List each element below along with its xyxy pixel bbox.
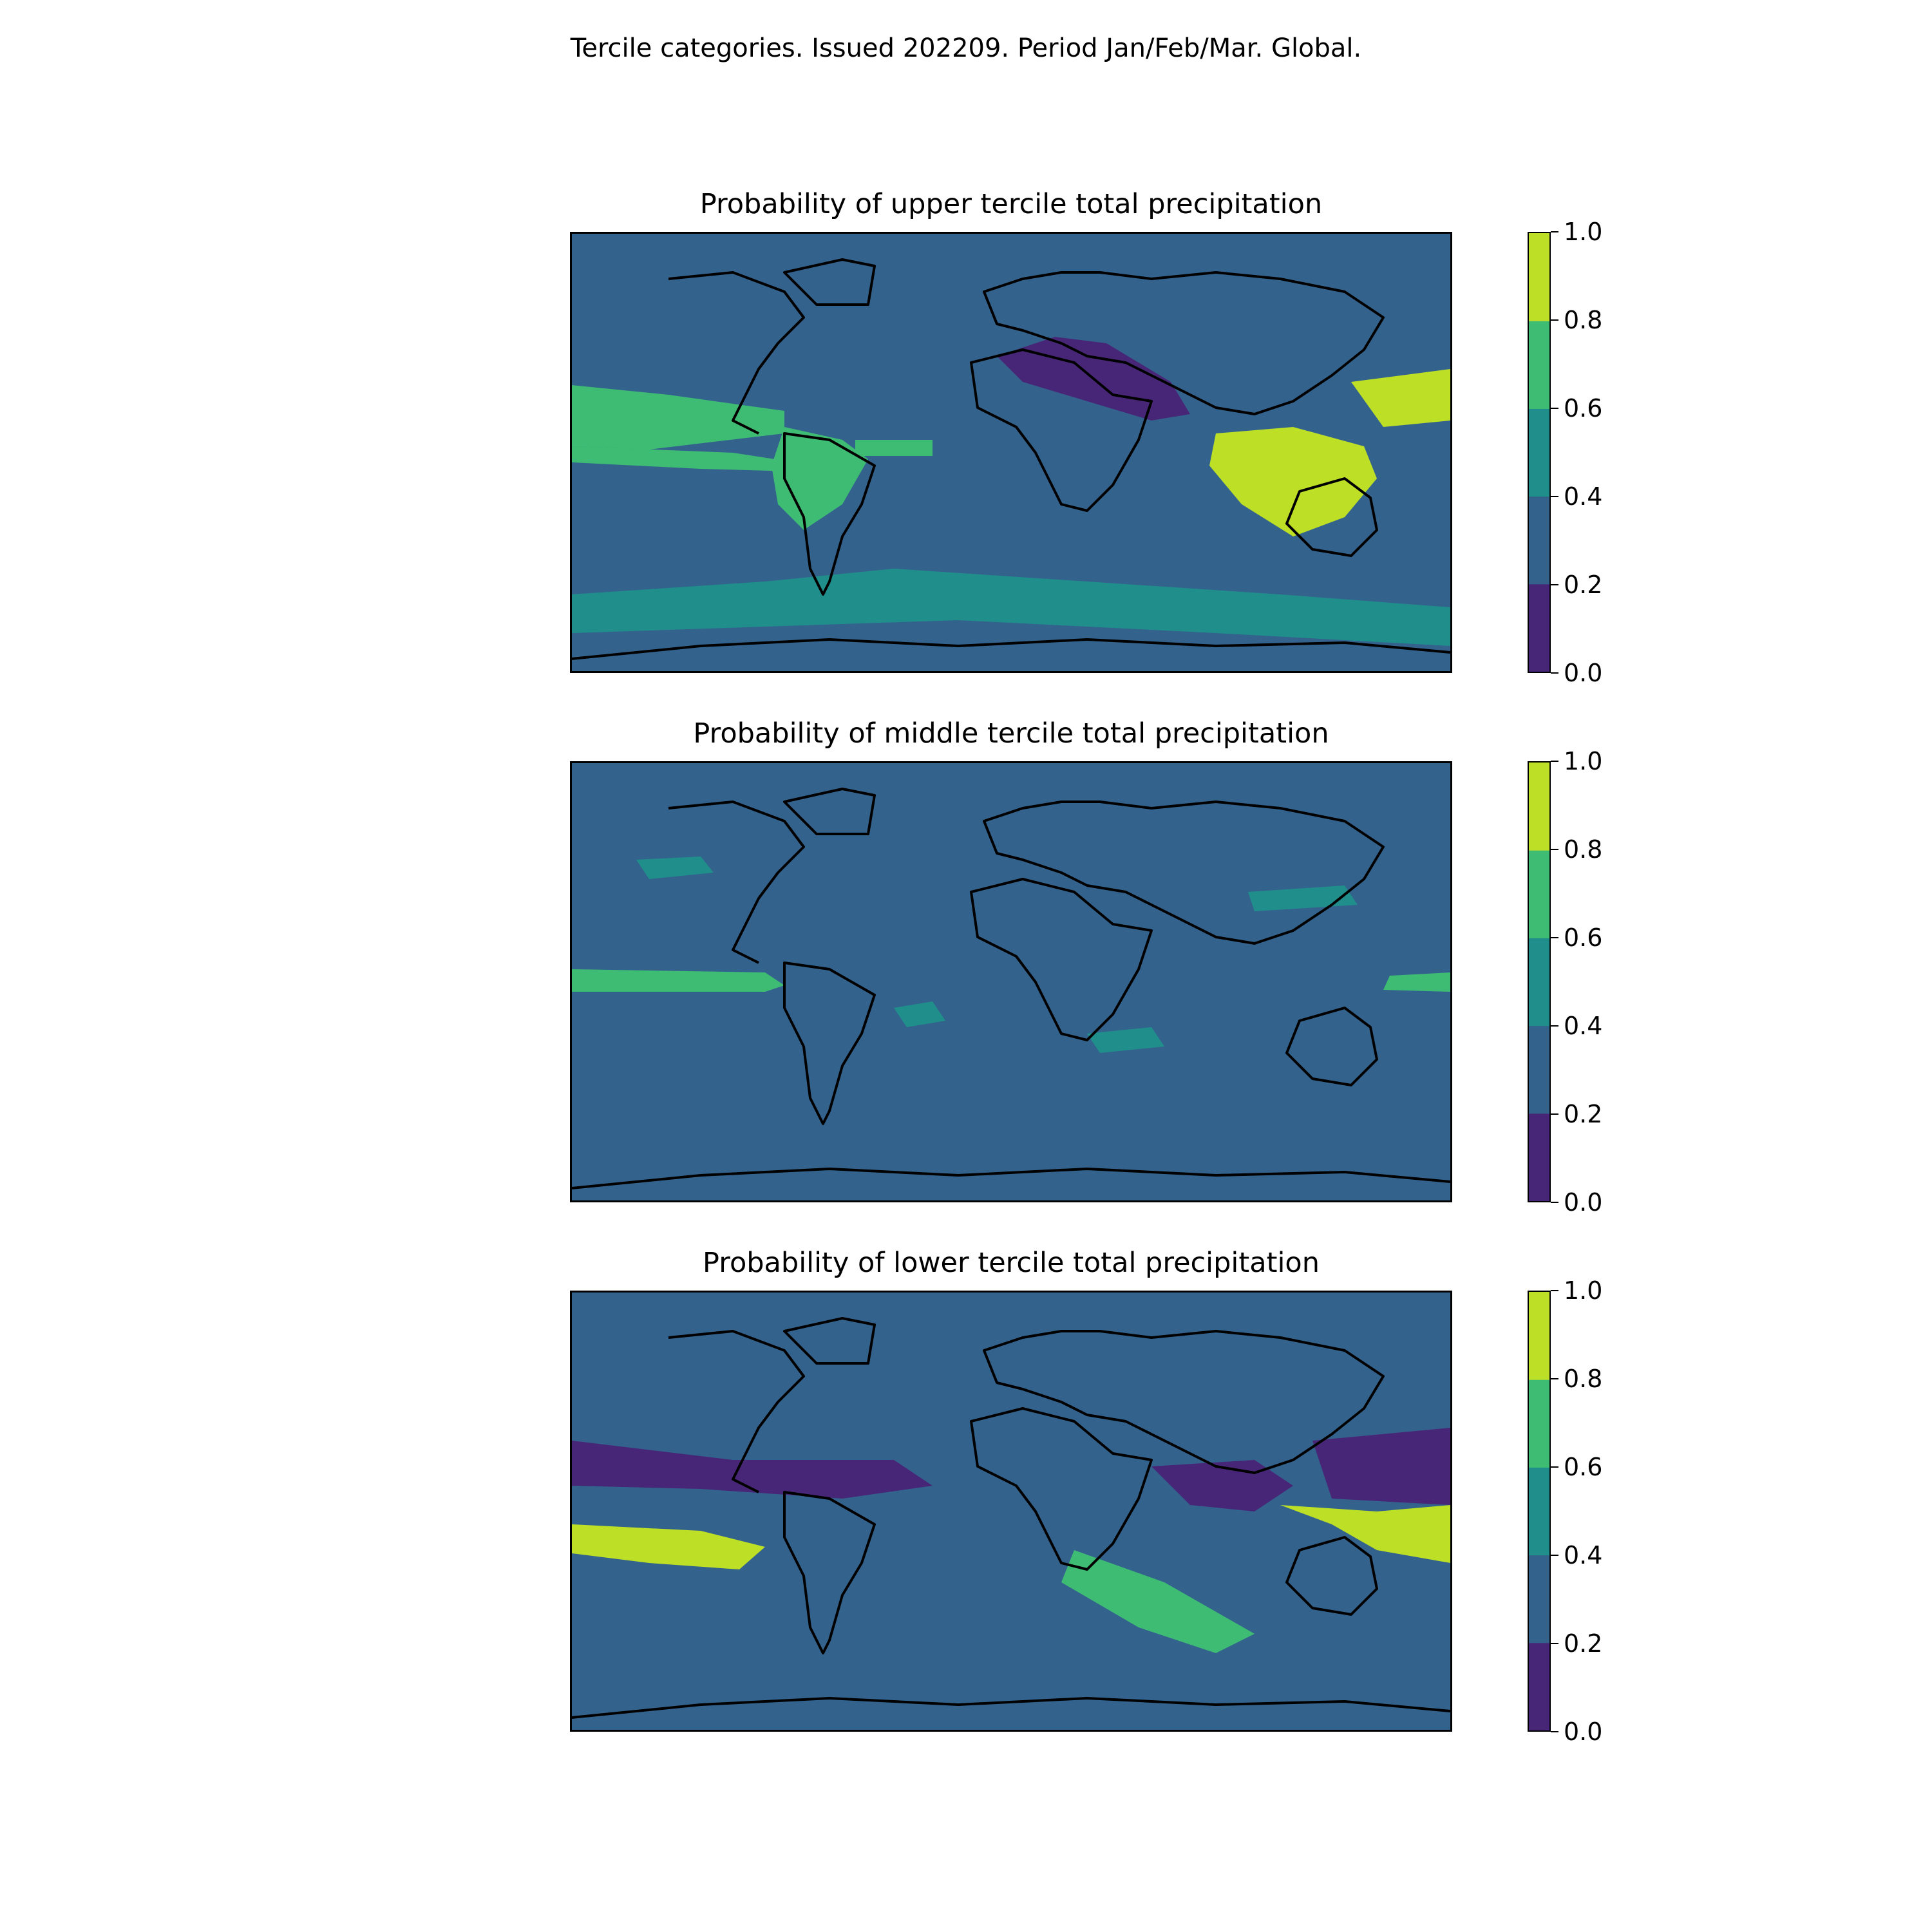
colorbar-tick-label: 1.0	[1564, 1276, 1603, 1305]
colorbar-band	[1529, 1555, 1549, 1643]
colorbar-band	[1529, 497, 1549, 585]
colorbar-tick-label: 0.2	[1564, 1100, 1603, 1128]
colorbar-band	[1529, 1467, 1549, 1555]
colorbar-band	[1529, 321, 1549, 409]
band-south-america	[855, 440, 933, 456]
colorbar-tick-label: 0.8	[1564, 835, 1603, 864]
colorbar-band	[1529, 408, 1549, 497]
panel-title-lower: Probability of lower tercile total precipitation	[703, 1247, 1320, 1279]
map-middle-tercile	[570, 761, 1452, 1202]
colorbar-tick-label: 0.4	[1564, 1541, 1603, 1569]
colorbar-tick-label: 1.0	[1564, 218, 1603, 246]
colorbar-tick-label: 0.0	[1564, 659, 1603, 687]
colorbar-tick-label: 0.2	[1564, 571, 1603, 599]
colorbar-tick-label: 0.4	[1564, 482, 1603, 511]
colorbar-band	[1529, 1292, 1549, 1380]
colorbar-tick-label: 0.6	[1564, 1453, 1603, 1481]
colorbar-tick-label: 1.0	[1564, 747, 1603, 775]
map-lower-tercile	[570, 1291, 1452, 1732]
band-maritime-continent	[1312, 1428, 1450, 1505]
colorbar-tick-label: 0.6	[1564, 923, 1603, 952]
panel-title-middle: Probability of middle tercile total precipitation	[693, 717, 1329, 750]
colorbar-tick-label: 0.8	[1564, 306, 1603, 334]
colorbar-band	[1529, 1379, 1549, 1468]
band-central-eq-pacific	[572, 969, 784, 992]
panel-title-upper: Probability of upper tercile total precipitation	[699, 188, 1323, 220]
colorbar-upper	[1528, 232, 1551, 673]
colorbar-band	[1529, 233, 1549, 321]
colorbar-tick-label: 0.0	[1564, 1188, 1603, 1217]
map-upper-tercile	[570, 232, 1452, 673]
colorbar-tick-label: 0.2	[1564, 1629, 1603, 1658]
colorbar-band	[1529, 1643, 1549, 1730]
colorbar-middle	[1528, 761, 1551, 1202]
colorbar-band	[1529, 1026, 1549, 1114]
colorbar-band	[1529, 938, 1549, 1026]
colorbar-tick-label: 0.4	[1564, 1012, 1603, 1040]
colorbar-band	[1529, 850, 1549, 938]
colorbar-band	[1529, 762, 1549, 851]
colorbar-tick-label: 0.0	[1564, 1718, 1603, 1746]
colorbar-band	[1529, 584, 1549, 672]
figure-suptitle: Tercile categories. Issued 202209. Period Jan/Feb/Mar. Global.	[570, 33, 1362, 63]
colorbar-tick-label: 0.6	[1564, 394, 1603, 422]
colorbar-tick-label: 0.8	[1564, 1365, 1603, 1393]
colorbar-band	[1529, 1113, 1549, 1201]
colorbar-lower	[1528, 1291, 1551, 1732]
